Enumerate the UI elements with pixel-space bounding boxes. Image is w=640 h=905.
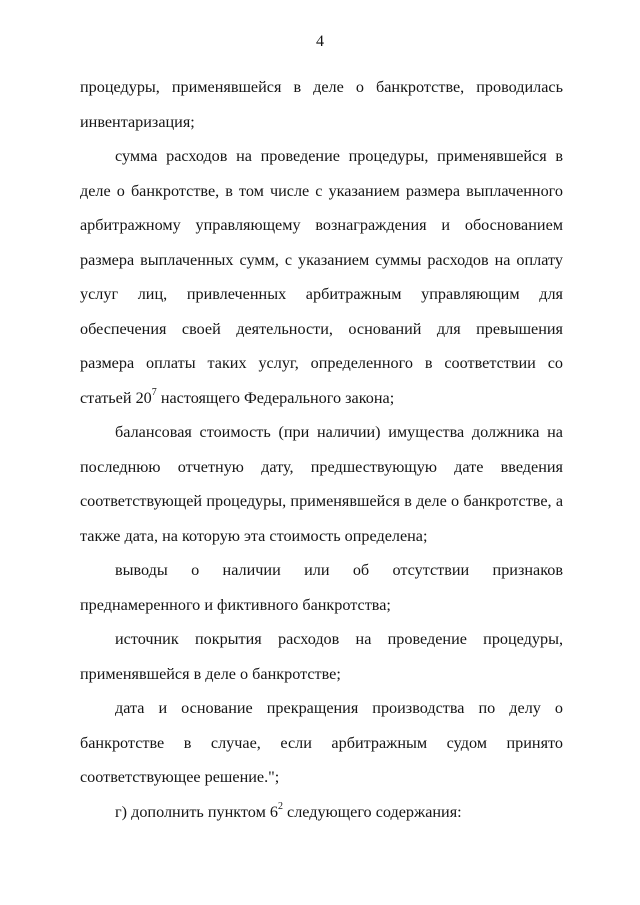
paragraph-inventory bbox=[80, 70, 563, 139]
paragraph-text: выводы о наличии или об отсутствии признаков преднамеренного и фиктивного банкротства; bbox=[80, 561, 563, 614]
paragraph-text: дата и основание прекращения производства по делу о банкротстве в случае, если арбитражным судом принято соответствующее решение."; bbox=[80, 699, 563, 786]
paragraph-conclusions bbox=[80, 553, 563, 622]
page-number: 4 bbox=[316, 33, 324, 50]
paragraph-text: балансовая стоимость (при наличии) имущества должника на последнюю отчетную дату, предшествующую дате введения соответствующей процедуры, применявшейся в деле о банкротстве, а также дата, на которую эта стоимость определена; bbox=[80, 423, 563, 545]
paragraph-balance-value bbox=[80, 415, 563, 553]
paragraph-funding-source bbox=[80, 622, 563, 691]
superscript: 7 bbox=[151, 387, 157, 399]
paragraph-text: источник покрытия расходов на проведение процедуры, применявшейся в деле о банкротстве; bbox=[80, 630, 563, 683]
paragraph-text-tail: настоящего Федерального закона; bbox=[156, 388, 395, 407]
paragraph-text: процедуры, применявшейся в деле о банкротстве, проводилась инвентаризация; bbox=[80, 78, 563, 131]
paragraph-text: сумма расходов на проведение процедуры, применявшейся в деле о банкротстве, в том числе с указанием размера выплаченного арбитражному управляющему вознаграждения и обоснованием размера выплаченных сумм, с указанием суммы расходов на оплату услуг лиц, привлеченных арбитражным управляющим для обеспечения своей деятельности, оснований для превышения размера оплаты таких услуг, определенного в соответствии со статьей 20 bbox=[80, 147, 563, 407]
paragraph-expenses bbox=[80, 139, 563, 415]
paragraph-text-tail: следующего содержания: bbox=[282, 802, 462, 821]
document-body bbox=[80, 70, 563, 829]
superscript: 2 bbox=[277, 801, 283, 813]
paragraph-amendment bbox=[80, 795, 563, 830]
paragraph-termination bbox=[80, 691, 563, 795]
paragraph-text: г) дополнить пунктом 6 bbox=[115, 802, 278, 821]
